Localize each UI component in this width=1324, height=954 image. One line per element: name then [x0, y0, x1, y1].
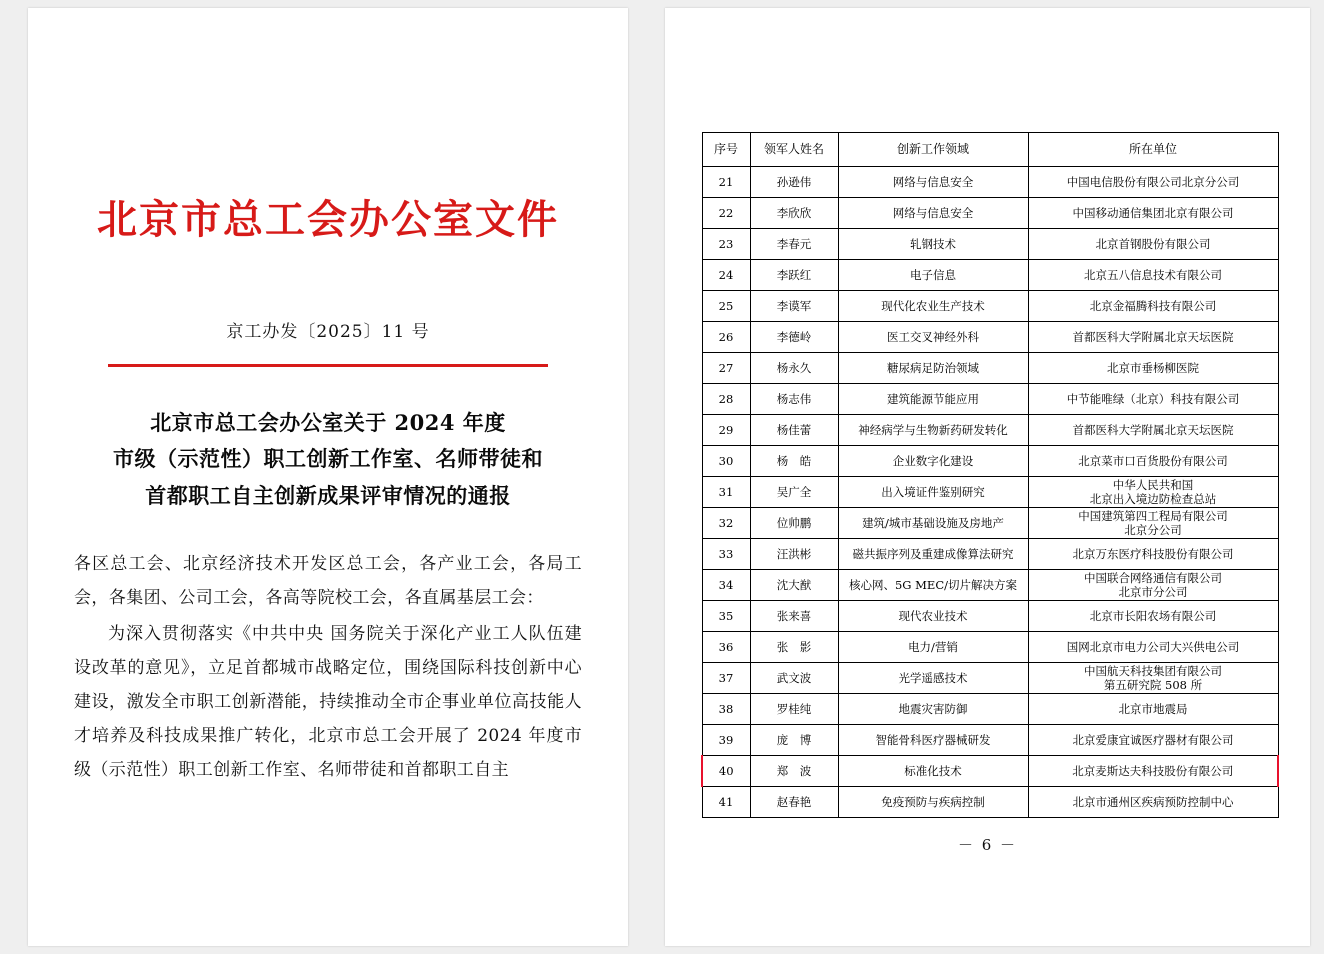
cell-unit: 北京金福腾科技有限公司 — [1028, 291, 1278, 322]
cell-name: 吴广全 — [750, 477, 838, 508]
cell-name: 杨 皓 — [750, 446, 838, 477]
cell-name: 汪洪彬 — [750, 539, 838, 570]
cell-field: 网络与信息安全 — [838, 167, 1028, 198]
table-row — [702, 260, 1278, 291]
table-row — [702, 601, 1278, 632]
cell-name: 庞 博 — [750, 725, 838, 756]
table-row — [702, 508, 1278, 539]
cell-unit: 北京万东医疗科技股份有限公司 — [1028, 539, 1278, 570]
cell-seq: 38 — [702, 694, 750, 725]
cell-unit: 北京市地震局 — [1028, 694, 1278, 725]
cell-unit: 北京菜市口百货股份有限公司 — [1028, 446, 1278, 477]
cell-unit: 北京市长阳农场有限公司 — [1028, 601, 1278, 632]
cell-field: 标准化技术 — [838, 756, 1028, 787]
cell-name: 杨永久 — [750, 353, 838, 384]
page-number: － 6 － — [957, 836, 1018, 854]
cell-unit: 北京五八信息技术有限公司 — [1028, 260, 1278, 291]
cell-seq: 32 — [702, 508, 750, 539]
cell-seq: 27 — [702, 353, 750, 384]
table-row — [702, 756, 1278, 787]
cell-unit: 中国航天科技集团有限公司 第五研究院 508 所 — [1028, 663, 1278, 694]
cell-unit: 中华人民共和国 北京出入境边防检查总站 — [1028, 477, 1278, 508]
table-row — [702, 663, 1278, 694]
cell-seq: 34 — [702, 570, 750, 601]
table-row — [702, 539, 1278, 570]
col-header-seq: 序号 — [702, 133, 750, 167]
cell-field: 磁共振序列及重建成像算法研究 — [838, 539, 1028, 570]
cell-unit: 北京市通州区疾病预防控制中心 — [1028, 787, 1278, 818]
cell-name: 孙逊伟 — [750, 167, 838, 198]
table-row — [702, 229, 1278, 260]
cell-field: 智能骨科医疗器械研发 — [838, 725, 1028, 756]
cell-name: 杨佳蕾 — [750, 415, 838, 446]
col-header-field: 创新工作领域 — [838, 133, 1028, 167]
cell-field: 医工交叉神经外科 — [838, 322, 1028, 353]
cell-seq: 36 — [702, 632, 750, 663]
table-row — [702, 787, 1278, 818]
roster-table-body — [702, 167, 1278, 818]
cell-name: 沈大猷 — [750, 570, 838, 601]
roster-table — [701, 132, 1279, 818]
document-heading-line-1: 北京市总工会办公室关于 2024 年度 — [150, 409, 506, 435]
cell-field: 企业数字化建设 — [838, 446, 1028, 477]
cell-unit: 首都医科大学附属北京天坛医院 — [1028, 415, 1278, 446]
table-row — [702, 291, 1278, 322]
right-page-pane — [655, 0, 1324, 954]
cell-seq: 22 — [702, 198, 750, 229]
cell-name: 张来喜 — [750, 601, 838, 632]
cell-unit: 中国建筑第四工程局有限公司 北京分公司 — [1028, 508, 1278, 539]
cell-field: 建筑/城市基础设施及房地产 — [838, 508, 1028, 539]
cell-seq: 28 — [702, 384, 750, 415]
cell-unit: 中节能唯绿（北京）科技有限公司 — [1028, 384, 1278, 415]
cell-seq: 41 — [702, 787, 750, 818]
cell-seq: 24 — [702, 260, 750, 291]
cell-seq: 31 — [702, 477, 750, 508]
cell-seq: 23 — [702, 229, 750, 260]
cell-seq: 33 — [702, 539, 750, 570]
cell-field: 建筑能源节能应用 — [838, 384, 1028, 415]
right-document-sheet — [665, 8, 1310, 946]
left-document-sheet — [28, 8, 628, 946]
cell-field: 糖尿病足防治领域 — [838, 353, 1028, 384]
document-body — [74, 547, 582, 787]
cell-name: 张 影 — [750, 632, 838, 663]
cell-name: 罗桂纯 — [750, 694, 838, 725]
cell-seq: 37 — [702, 663, 750, 694]
cell-field: 网络与信息安全 — [838, 198, 1028, 229]
table-row — [702, 477, 1278, 508]
cell-name: 位帅鹏 — [750, 508, 838, 539]
left-page-pane — [0, 0, 655, 954]
cell-field: 电子信息 — [838, 260, 1028, 291]
cell-field: 地震灾害防御 — [838, 694, 1028, 725]
cell-seq: 39 — [702, 725, 750, 756]
cell-unit: 北京首钢股份有限公司 — [1028, 229, 1278, 260]
table-row — [702, 384, 1278, 415]
document-heading — [70, 405, 586, 515]
cell-seq: 35 — [702, 601, 750, 632]
cell-name: 李德岭 — [750, 322, 838, 353]
body-paragraph-1: 为深入贯彻落实《中共中央 国务院关于深化产业工人队伍建设改革的意见》，立足首都城市战略定位，围绕国际科技创新中心建设，激发全市职工创新潜能，持续推动全市企事业单位高技能人才培养及科技成果推广转化，北京市总工会开展了 2024 年度市级（示范性）职工创新工作室、名师带徒和首都职工自主 — [74, 623, 582, 780]
cell-name: 武文波 — [750, 663, 838, 694]
document-heading-line-3: 首都职工自主创新成果评审情况的通报 — [145, 483, 511, 508]
cell-seq: 25 — [702, 291, 750, 322]
cell-name: 李欣欣 — [750, 198, 838, 229]
cell-field: 现代农业技术 — [838, 601, 1028, 632]
table-row — [702, 198, 1278, 229]
cell-name: 郑 波 — [750, 756, 838, 787]
cell-unit: 北京市垂杨柳医院 — [1028, 353, 1278, 384]
cell-field: 电力/营销 — [838, 632, 1028, 663]
cell-unit: 中国电信股份有限公司北京分公司 — [1028, 167, 1278, 198]
roster-table-wrapper — [701, 132, 1277, 818]
table-row — [702, 322, 1278, 353]
table-row — [702, 415, 1278, 446]
col-header-name: 领军人姓名 — [750, 133, 838, 167]
table-row — [702, 353, 1278, 384]
cell-field: 出入境证件鉴别研究 — [838, 477, 1028, 508]
body-paragraph-salutation: 各区总工会、北京经济技术开发区总工会，各产业工会，各局工会，各集团、公司工会，各高等院校工会，各直属基层工会： — [74, 553, 582, 608]
cell-unit: 北京麦斯达夫科技股份有限公司 — [1028, 756, 1278, 787]
cell-field: 神经病学与生物新药研发转化 — [838, 415, 1028, 446]
cell-name: 李跃红 — [750, 260, 838, 291]
table-row — [702, 694, 1278, 725]
table-header-row — [702, 133, 1278, 167]
cell-field: 轧钢技术 — [838, 229, 1028, 260]
cell-seq: 26 — [702, 322, 750, 353]
document-heading-line-2: 市级（示范性）职工创新工作室、名师带徒和 — [113, 446, 543, 472]
cell-name: 李谟军 — [750, 291, 838, 322]
cell-name: 李春元 — [750, 229, 838, 260]
cell-seq: 30 — [702, 446, 750, 477]
red-divider-rule — [108, 364, 548, 367]
cell-name: 赵春艳 — [750, 787, 838, 818]
cell-seq: 40 — [702, 756, 750, 787]
document-masthead-title: 北京市总工会办公室文件 — [97, 196, 559, 243]
cell-field: 免疫预防与疾病控制 — [838, 787, 1028, 818]
cell-unit: 北京爱康宜诚医疗器材有限公司 — [1028, 725, 1278, 756]
table-row — [702, 725, 1278, 756]
document-number: 京工办发〔2025〕11 号 — [226, 322, 430, 342]
table-row — [702, 167, 1278, 198]
cell-field: 现代化农业生产技术 — [838, 291, 1028, 322]
cell-unit: 国网北京市电力公司大兴供电公司 — [1028, 632, 1278, 663]
table-row — [702, 446, 1278, 477]
cell-field: 核心网、5G MEC/切片解决方案 — [838, 570, 1028, 601]
table-row — [702, 570, 1278, 601]
cell-unit: 中国联合网络通信有限公司 北京市分公司 — [1028, 570, 1278, 601]
col-header-unit: 所在单位 — [1028, 133, 1278, 167]
cell-name: 杨志伟 — [750, 384, 838, 415]
cell-unit: 中国移动通信集团北京有限公司 — [1028, 198, 1278, 229]
cell-unit: 首都医科大学附属北京天坛医院 — [1028, 322, 1278, 353]
cell-seq: 21 — [702, 167, 750, 198]
cell-field: 光学遥感技术 — [838, 663, 1028, 694]
table-row — [702, 632, 1278, 663]
cell-seq: 29 — [702, 415, 750, 446]
